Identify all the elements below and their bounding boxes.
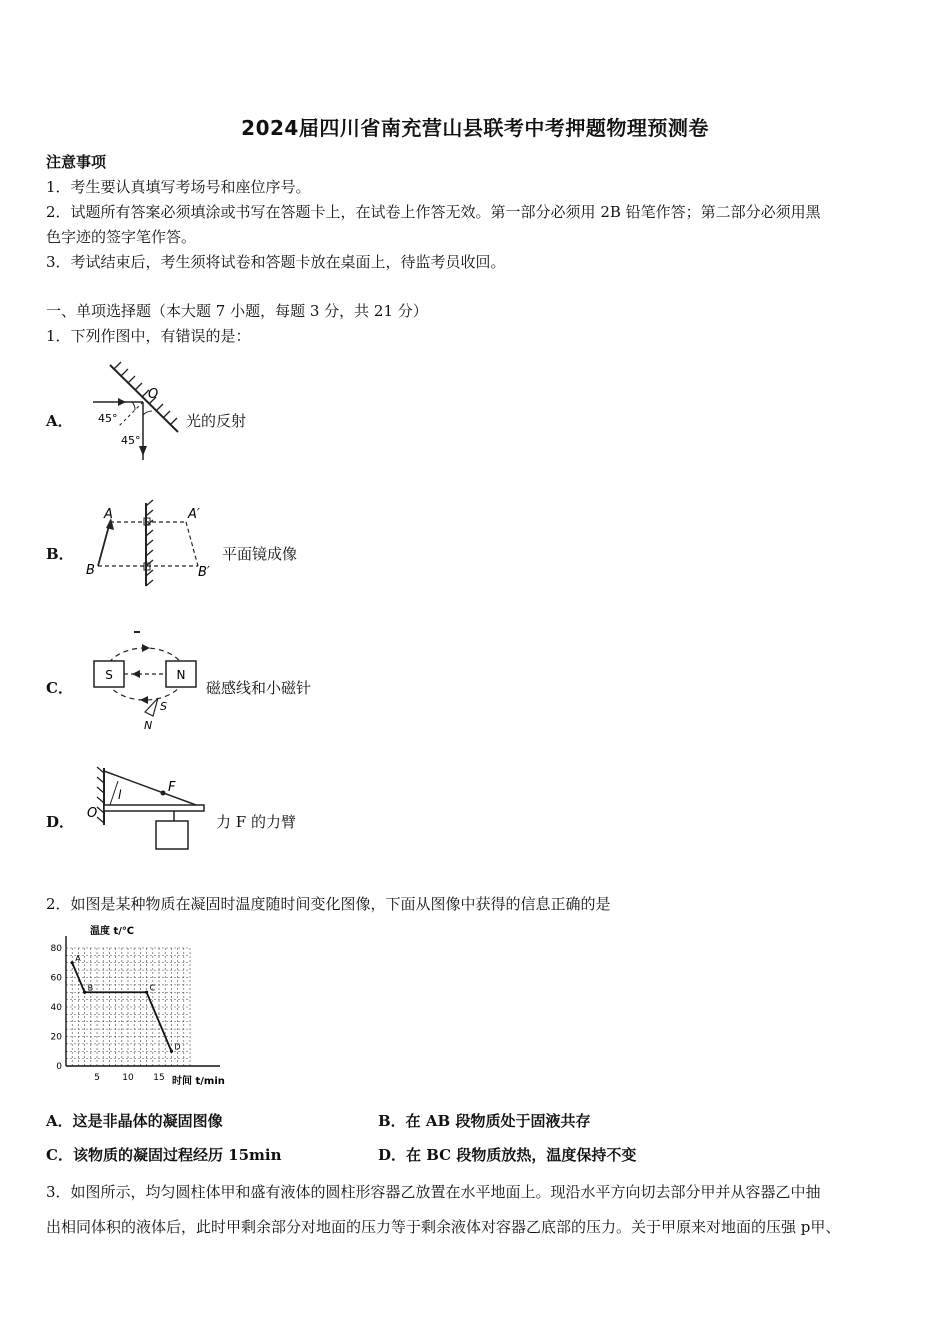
fig-label: l bbox=[118, 788, 122, 802]
fig-label: A′ bbox=[188, 507, 200, 522]
fig-label: F bbox=[168, 780, 176, 795]
option-c-caption: 磁感线和小磁针 bbox=[206, 679, 312, 697]
notice-item: 3．考试结束后，考生须将试卷和答题卡放在桌面上，待监考员收回。 bbox=[46, 253, 506, 271]
notice-heading: 注意事项 bbox=[46, 153, 107, 171]
chart-y-tick-label: 80 bbox=[50, 944, 62, 954]
option-b-label: B． bbox=[46, 545, 74, 563]
magnetic-field-diagram bbox=[90, 628, 205, 734]
chart-xlabel: 时间 t/min bbox=[172, 1076, 225, 1087]
option-a-caption: 光的反射 bbox=[186, 412, 247, 430]
option-a-label: A． bbox=[46, 412, 73, 430]
question-2-stem: 2．如图是某种物质在凝固时温度随时间变化图像，下面从图像中获得的信息正确的是 bbox=[46, 895, 611, 913]
q2-option-c: C．该物质的凝固过程经历 15min bbox=[46, 1146, 282, 1164]
fig-label: N bbox=[176, 668, 186, 682]
chart-point bbox=[83, 991, 86, 994]
chart-point-label: C bbox=[149, 983, 156, 993]
q2-option-d: D．在 BC 段物质放热，温度保持不变 bbox=[378, 1146, 637, 1164]
temperature-chart bbox=[40, 920, 250, 1092]
notice-item: 2．试题所有答案必须填涂或书写在答题卡上，在试卷上作答无效。第一部分必须用 2B 铅笔作答；第二部分必须用黑 bbox=[46, 203, 821, 221]
fig-label: B bbox=[86, 563, 95, 578]
q2-option-a: A．这是非晶体的凝固图像 bbox=[46, 1112, 223, 1130]
fig-label: A bbox=[104, 507, 113, 522]
chart-x-tick-label: 15 bbox=[153, 1073, 165, 1083]
chart-point bbox=[145, 991, 148, 994]
chart-y-tick-label: 60 bbox=[50, 973, 62, 984]
chart-point bbox=[71, 961, 74, 964]
question-1-stem: 1．下列作图中，有错误的是： bbox=[46, 327, 251, 345]
chart-y-tick-label: 0 bbox=[56, 1062, 62, 1072]
chart-point-label: B bbox=[87, 983, 94, 993]
chart-y-tick-label: 40 bbox=[50, 1003, 62, 1013]
option-b-caption: 平面镜成像 bbox=[222, 545, 298, 563]
reflection-diagram bbox=[88, 360, 188, 465]
question-3-line: 出相同体积的液体后，此时甲剩余部分对地面的压力等于剩余液体对容器乙底部的压力。关于甲原来对地面的压强 p甲、 bbox=[46, 1218, 841, 1236]
option-c-label: C． bbox=[46, 679, 73, 697]
chart-ylabel: 温度 t/℃ bbox=[90, 926, 135, 937]
chart-point-label: D bbox=[174, 1042, 181, 1052]
option-d-label: D． bbox=[46, 813, 75, 831]
chart-point-label: A bbox=[75, 953, 81, 963]
chart-y-tick-label: 20 bbox=[50, 1032, 62, 1043]
fig-label: S bbox=[105, 668, 113, 682]
page-title: 2024届四川省南充营山县联考中考押题物理预测卷 bbox=[241, 116, 709, 140]
notice-item: 1．考生要认真填写考场号和座位序号。 bbox=[46, 178, 311, 196]
fig-label: B′ bbox=[198, 565, 210, 580]
fig-label: 45° bbox=[98, 412, 118, 425]
fig-label: 45° bbox=[121, 434, 141, 447]
notice-item: 色字迹的签字笔作答。 bbox=[46, 228, 197, 246]
chart-x-tick-label: 10 bbox=[122, 1073, 134, 1083]
fig-label: O bbox=[87, 806, 98, 821]
plane-mirror-diagram bbox=[84, 498, 220, 590]
fig-label: S bbox=[160, 700, 167, 713]
question-3-line: 3．如图所示，均匀圆柱体甲和盛有液体的圆柱形容器乙放置在水平地面上。现沿水平方向切去部分甲并从容器乙中抽 bbox=[46, 1183, 821, 1201]
option-d-caption: 力 F 的力臂 bbox=[216, 813, 296, 831]
chart-x-tick-label: 5 bbox=[94, 1073, 100, 1083]
fig-label: N bbox=[144, 719, 153, 732]
section-heading: 一、单项选择题（本大题 7 小题，每题 3 分，共 21 分） bbox=[46, 302, 428, 320]
q2-option-b: B．在 AB 段物质处于固液共存 bbox=[378, 1112, 591, 1130]
chart-point bbox=[170, 1050, 173, 1053]
fig-label: O bbox=[148, 387, 159, 402]
lever-diagram bbox=[84, 765, 208, 855]
